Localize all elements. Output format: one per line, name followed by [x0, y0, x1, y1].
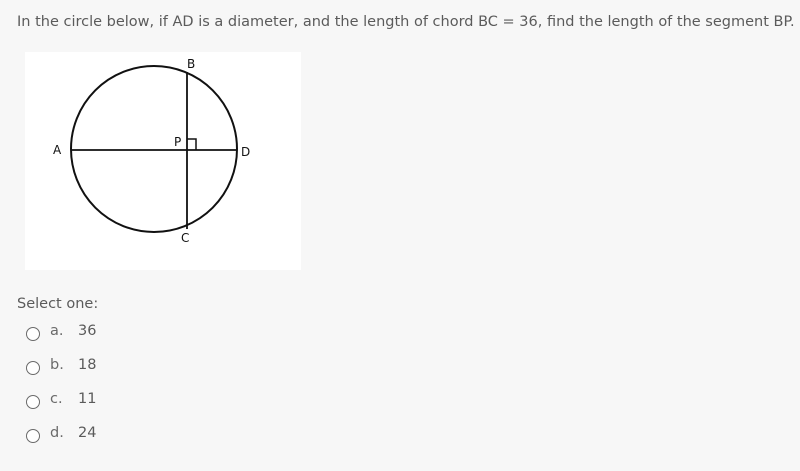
option-d[interactable] — [26, 424, 226, 458]
option-a[interactable] — [26, 322, 226, 356]
diagram-svg — [25, 52, 301, 270]
radio-c[interactable] — [26, 395, 40, 409]
label-d: D — [241, 145, 251, 159]
option-c-letter: c. — [50, 391, 63, 407]
question-text: In the circle below, if AD is a diameter, and the length of chord BC = 36, find the length of the segment BP. — [17, 14, 795, 30]
radio-a[interactable] — [26, 327, 40, 341]
label-c: C — [181, 231, 190, 245]
radio-b[interactable] — [26, 361, 40, 375]
option-d-text: 24 — [78, 425, 97, 441]
label-b: B — [187, 57, 196, 71]
label-a: A — [53, 143, 62, 157]
option-a-text: 36 — [78, 323, 97, 339]
option-d-letter: d. — [50, 425, 64, 441]
circle-diagram — [25, 52, 301, 270]
option-c[interactable] — [26, 390, 226, 424]
option-b-text: 18 — [78, 357, 97, 373]
option-a-letter: a. — [50, 323, 64, 339]
circle — [71, 66, 237, 232]
radio-d[interactable] — [26, 429, 40, 443]
right-angle-mark — [187, 139, 196, 150]
option-b-letter: b. — [50, 357, 64, 373]
answer-options — [26, 322, 226, 458]
option-b[interactable] — [26, 356, 226, 390]
select-one-label: Select one: — [17, 296, 99, 312]
option-c-text: 11 — [78, 391, 97, 407]
label-p: P — [174, 135, 182, 149]
